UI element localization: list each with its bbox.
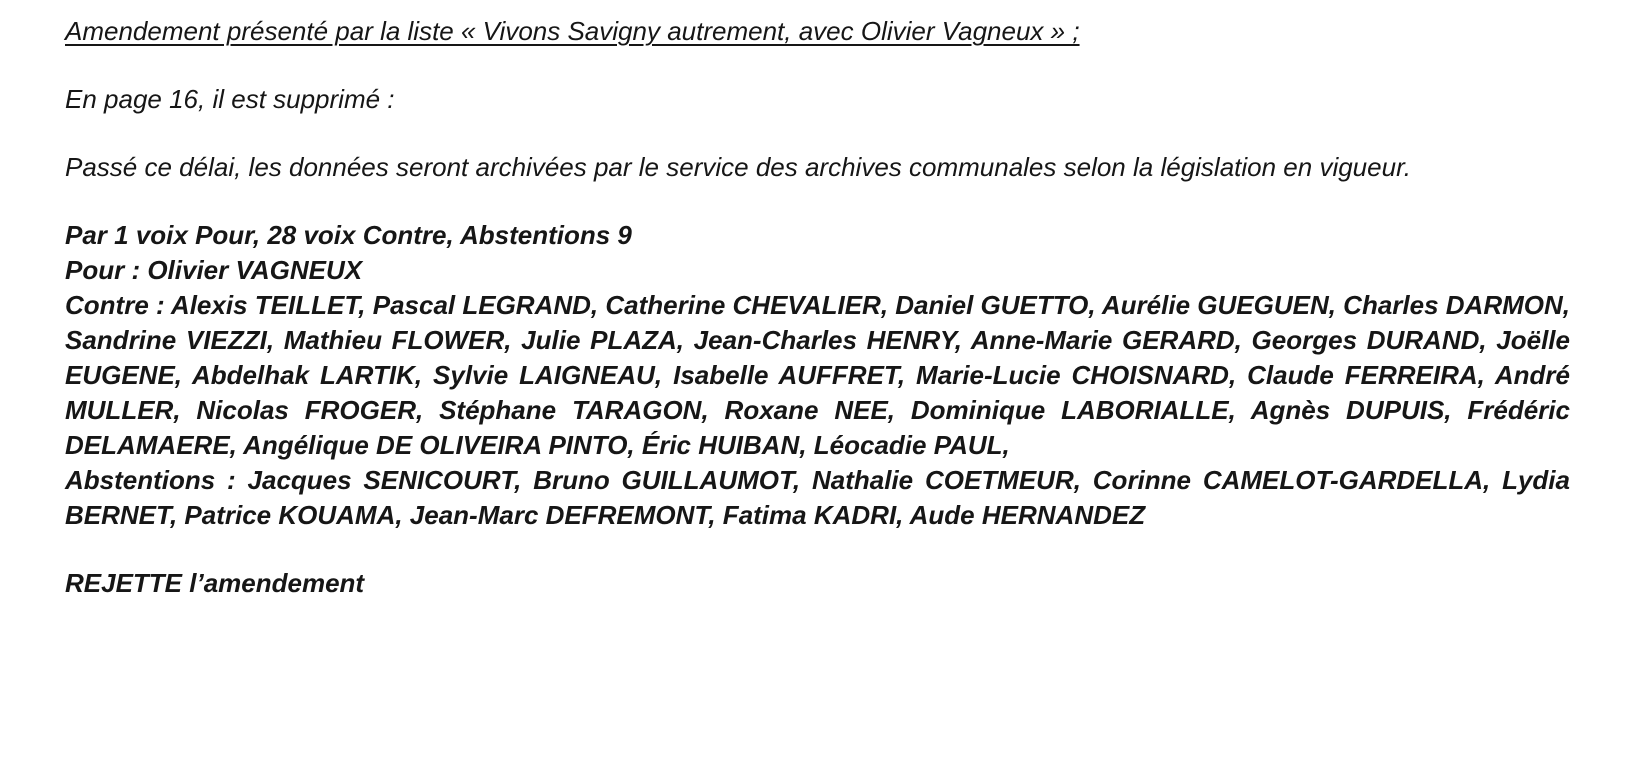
- spacer: [65, 185, 1570, 218]
- amendment-heading: Amendement présenté par la liste « Vivons Savigny autrement, avec Olivier Vagneux » ;: [65, 16, 1080, 46]
- vote-contre: Contre : Alexis TEILLET, Pascal LEGRAND, Catherine CHEVALIER, Daniel GUETTO, Aurélie GUEGUEN, Charles DARMON, Sandrine VIEZZI, Mathieu FLOWER, Julie PLAZA, Jean-Charles HENRY, Anne-Marie GERARD, Georges DURAND, Joëlle EUGENE, Abdelhak LARTIK, Sylvie LAIGNEAU, Isabelle AUFFRET, Marie-Lucie CHOISNARD, Claude FERREIRA, André MULLER, Nicolas FROGER, Stéphane TARAGON, Roxane NEE, Dominique LABORIALLE, Agnès DUPUIS, Frédéric DELAMAERE, Angélique DE OLIVEIRA PINTO, Éric HUIBAN, Léocadie PAUL,: [65, 290, 1570, 460]
- decision-text: REJETTE l’amendement: [65, 568, 365, 598]
- document-page: [65, 14, 1570, 601]
- spacer: [65, 49, 1570, 82]
- vote-abstentions: Abstentions : Jacques SENICOURT, Bruno GUILLAUMOT, Nathalie COETMEUR, Corinne CAMELOT-GARDELLA, Lydia BERNET, Patrice KOUAMA, Jean-Marc DEFREMONT, Fatima KADRI, Aude HERNANDEZ: [65, 465, 1570, 530]
- deleted-text-paragraph: Passé ce délai, les données seront archivées par le service des archives communales selon la législation en vigueur.: [65, 152, 1411, 182]
- spacer: [65, 533, 1570, 566]
- vote-pour: Pour : Olivier VAGNEUX: [65, 255, 363, 285]
- vote-summary: Par 1 voix Pour, 28 voix Contre, Abstentions 9: [65, 220, 632, 250]
- page-note: En page 16, il est supprimé :: [65, 84, 395, 114]
- spacer: [65, 117, 1570, 150]
